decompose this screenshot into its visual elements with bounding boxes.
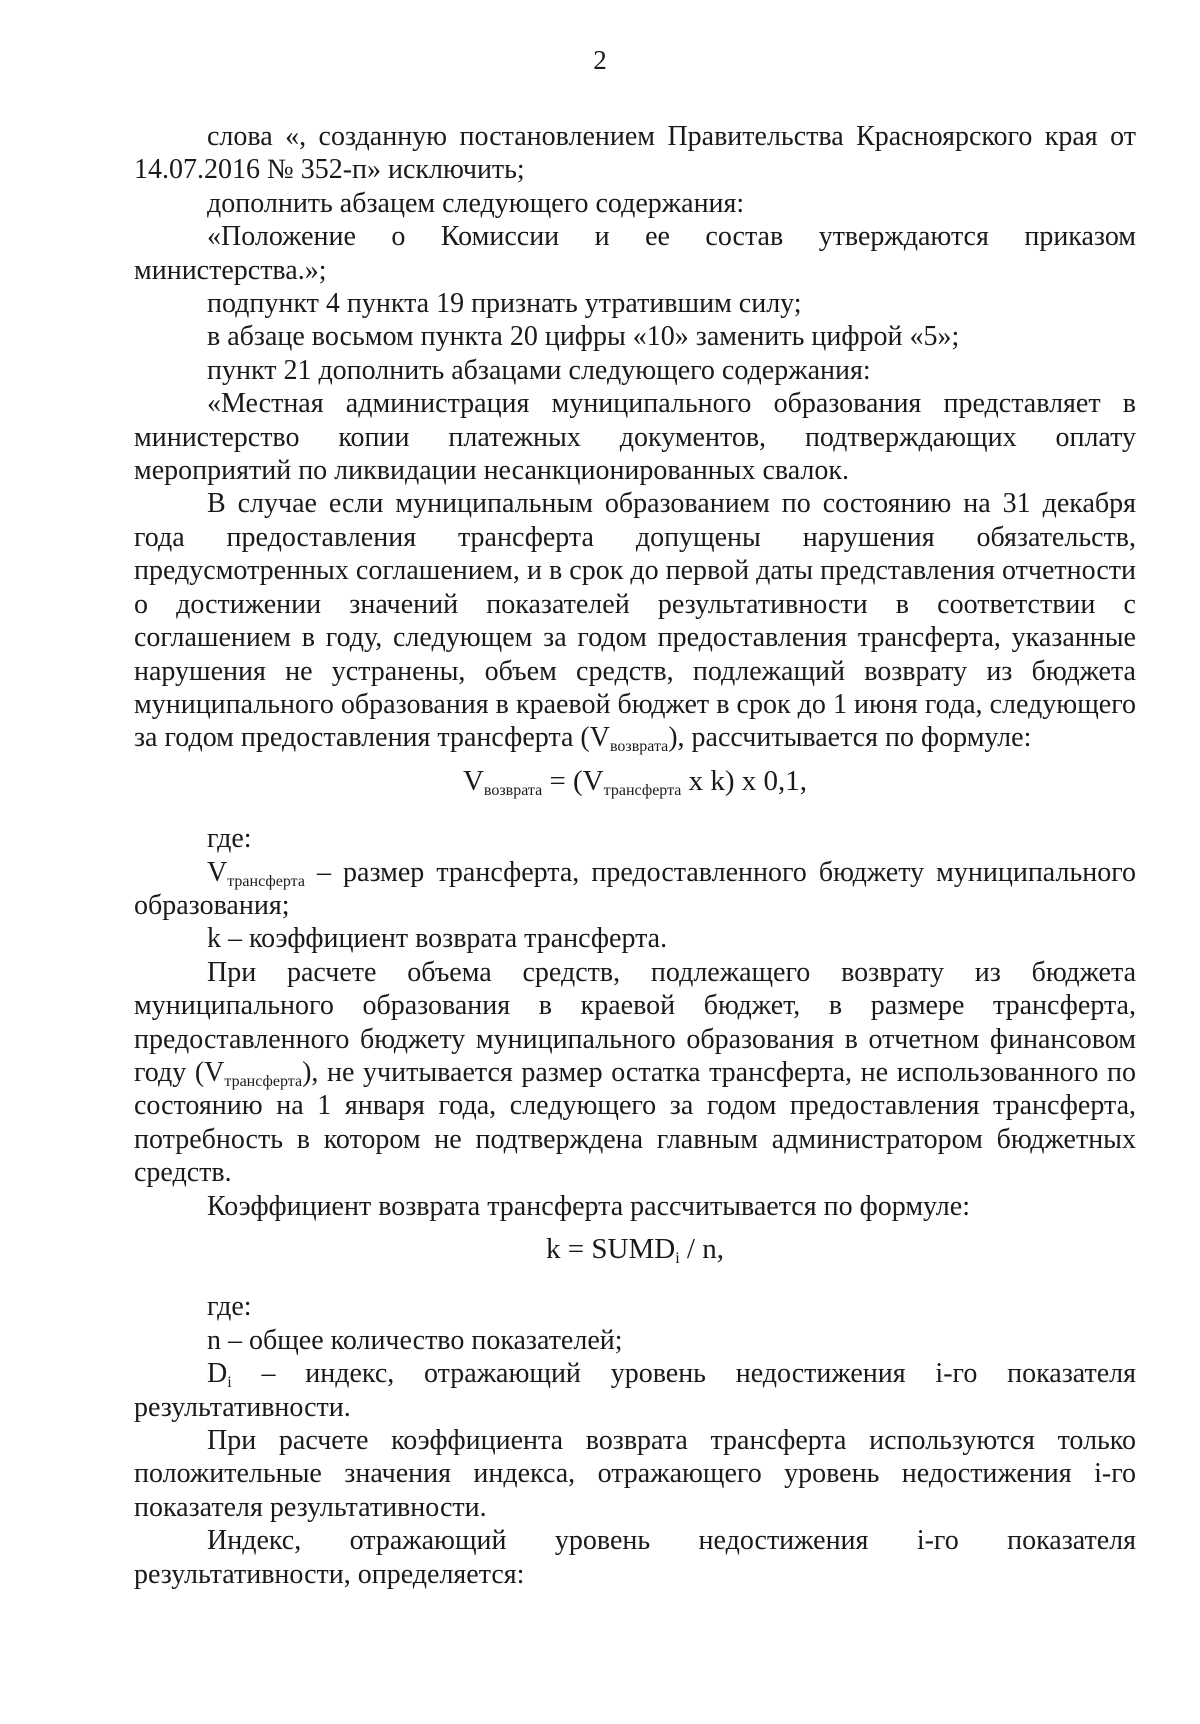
formula-rest: x k) x 0,1, xyxy=(681,764,808,797)
definition-k: k – коэффициент возврата трансферта. xyxy=(207,923,668,955)
paragraph-index-definition: Индекс, отражающий уровень недостижения i-го показателя результативности, определяется: xyxy=(134,1525,1136,1590)
paragraph-calculation-note xyxy=(134,956,1136,1190)
paragraph-subpoint-4: подпункт 4 пункта 19 признать утратившим силу; xyxy=(207,288,802,320)
paragraph-positive-values: При расчете коэффициента возврата трансферта используются только положительные значения индекса, отражающего уровень недостижения i-го показателя результативности. xyxy=(134,1425,1136,1523)
paragraph-add-abzac: дополнить абзацем следующего содержания: xyxy=(207,187,745,219)
subscript-return: возврата xyxy=(609,738,669,756)
formula-return-volume xyxy=(134,765,1136,798)
formula-v: V xyxy=(462,764,484,797)
definition-v-symbol: V xyxy=(207,856,228,888)
definition-v-subscript: трансферта xyxy=(227,872,305,890)
paragraph-point-20: в абзаце восьмом пункта 20 цифры «10» заменить цифрой «5»; xyxy=(207,321,960,353)
subscript-transfer: трансферта xyxy=(224,1072,303,1090)
page-number: 2 xyxy=(593,45,607,75)
paragraph-violation-tail: ), рассчитывается по формуле: xyxy=(668,722,1032,754)
definition-v-transfer xyxy=(134,856,1136,923)
document-body xyxy=(134,120,1136,1591)
formula-coefficient xyxy=(134,1233,1136,1266)
paragraph-violation-text: В случае если муниципальным образованием по состоянию на 31 декабря года предоставления трансферта допущены нарушения обязательств, предусмотренных соглашением, и в срок до первой даты представления отчетности о достижении значений показателей результативности в соответствии с соглашением в году, следующем за годом предоставления трансферта, указанные нарушения не устранены, объем средств, подлежащий возврату из бюджета муниципального образования в краевой бюджет в срок до 1 июня года, следующего за годом предоставления трансферта (V xyxy=(134,488,1136,754)
formula-k-lhs: k = SUMD xyxy=(546,1233,676,1265)
paragraph-amend-words: слова «, созданную постановлением Правительства Красноярского края от 14.07.2016 № 352-п» исключить; xyxy=(134,121,1136,186)
formula-sub-return: возврата xyxy=(483,781,543,799)
definition-d-subscript: i xyxy=(227,1374,232,1392)
paragraph-point-21: пункт 21 дополнить абзацами следующего содержания: xyxy=(207,354,871,386)
formula-k-subscript: i xyxy=(675,1250,680,1267)
paragraph-coefficient-formula-intro: Коэффициент возврата трансферта рассчитывается по формуле: xyxy=(207,1190,970,1222)
definition-v-text: – размер трансферта, предоставленного бюджету муниципального образования; xyxy=(134,856,1136,921)
definition-n: n – общее количество показателей; xyxy=(207,1324,623,1356)
paragraph-local-admin: «Местная администрация муниципального образования представляет в министерство копии платежных документов, подтверждающих оплату мероприятий по ликвидации несанкционированных свалок. xyxy=(134,388,1136,487)
where-label-1: где: xyxy=(207,823,252,855)
paragraph-violation-case xyxy=(134,487,1136,754)
definition-d-symbol: D xyxy=(207,1358,228,1390)
definition-d-text: – индекс, отражающий уровень недостижения i-го показателя результативности. xyxy=(134,1358,1136,1423)
definition-d-index xyxy=(134,1357,1136,1424)
formula-k-rhs: / n, xyxy=(679,1233,724,1265)
paragraph-calculation-tail: ), не учитывается размер остатка трансферта, не использованного по состоянию на 1 января года, следующего за годом предоставления трансферта, потребность в котором не подтверждена главным администратором бюджетных средств. xyxy=(134,1056,1136,1189)
where-label-2: где: xyxy=(207,1291,252,1323)
formula-eq: = (V xyxy=(542,764,604,797)
paragraph-polozhenie: «Положение о Комиссии и ее состав утверждаются приказом министерства.»; xyxy=(134,221,1136,286)
formula-sub-transfer: трансферта xyxy=(603,781,682,799)
paragraph-calculation-text: При расчете объема средств, подлежащего возврату из бюджета муниципального образования в краевой бюджет, в размере трансферта, предоставленного бюджету муниципального образования в отчетном финансовом году (V xyxy=(134,956,1136,1088)
